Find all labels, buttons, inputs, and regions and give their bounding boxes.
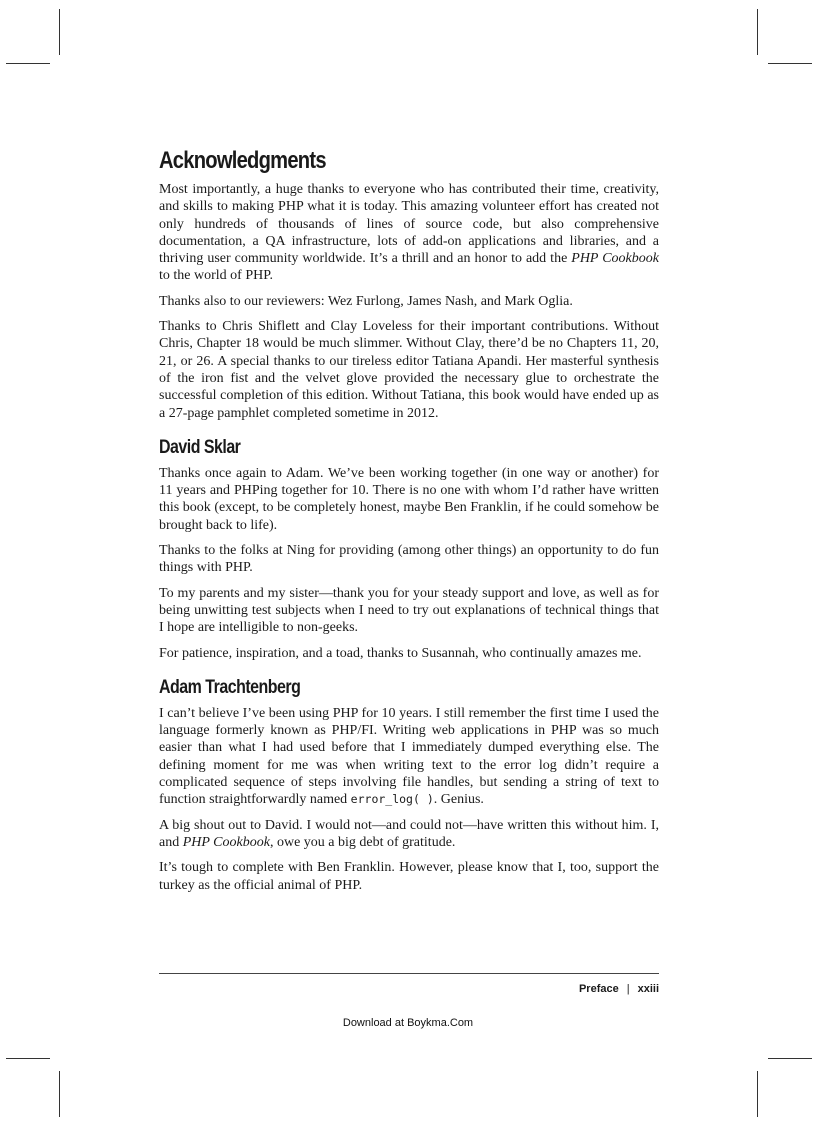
paragraph: To my parents and my sister—thank you for your steady support and love, as well as for being unwitting test subjects when I need to try out explanations of technical things that I hope are intelligible to non-geeks. [159,585,659,636]
crop-mark [59,9,60,55]
page-footer [579,983,659,995]
section-heading: David Sklar [159,436,241,458]
page-content [159,146,659,902]
crop-mark [59,1071,60,1117]
paragraph: Thanks once again to Adam. We’ve been working together (in one way or another) for 11 years and PHPing together for 10. There is no one with whom I’d rather have written this book (except, to be completely honest, maybe Ben Franklin, if he could somehow be brought back to life). [159,465,659,533]
paragraph: A big shout out to David. I would not—and could not—have written this without him. I, and PHP Cookbook, owe you a big debt of gratitude. [159,817,659,850]
book-title: PHP Cookbook [182,834,270,850]
crop-mark [6,63,50,64]
footer-rule [159,973,659,974]
paragraph: Thanks to Chris Shiflett and Clay Loveless for their important contributions. Without Chris, Chapter 18 would be much slimmer. Without Clay, there’d be no Chapters 11, 20, 21, or 26. A special thanks to our tireless editor Tatiana Apandi. Her masterful synthesis of the iron fist and the velvet glove provided the necessary glue to orchestrate the successful completion of this edition. Without Tatiana, this book would have ended up as a 27-page pamphlet completed sometime in 2012. [159,319,659,421]
paragraph: It’s tough to complete with Ben Franklin. However, please know that I, too, support the turkey as the official animal of PHP. [159,860,659,893]
paragraph: Most importantly, a huge thanks to everyone who has contributed their time, creativity, and skills to making PHP what it is today. This amazing volunteer effort has created not only hundreds of thousands of lines of source code, but also comprehensive documentation, a QA infrastructure, lots of add-on applications and libraries, and a thriving user community worldwide. It’s a thrill and an honor to add the PHP Cookbook to the world of PHP. [159,182,659,284]
paragraph: I can’t believe I’ve been using PHP for 10 years. I still remember the first time I used the language formerly known as PHP/FI. Writing web applications in PHP was so much easier than what I had used before that I immediately dumped everything else. The defining moment for me was when writing text to the error log didn’t require a complicated sequence of steps involving file handles, but sending a string of text to function straightforwardly named error_log( ). Genius. [159,705,659,808]
crop-mark [768,63,812,64]
page-title: Acknowledgments [159,147,326,174]
code-inline: error_log( ) [350,792,434,807]
crop-mark [757,1071,758,1117]
crop-mark [757,9,758,55]
footer-separator: | [626,983,630,995]
paragraph: Thanks also to our reviewers: Wez Furlong, James Nash, and Mark Oglia. [159,293,573,309]
crop-mark [6,1058,50,1059]
paragraph: For patience, inspiration, and a toad, thanks to Susannah, who continually amazes me. [159,645,642,661]
book-title: PHP Cookbook [571,251,659,267]
download-note: Download at Boykma.Com [342,1017,474,1029]
crop-mark [768,1058,812,1059]
section-heading: Adam Trachtenberg [159,676,301,698]
page-number: xxiii [637,983,659,995]
footer-section: Preface [578,983,619,995]
paragraph: Thanks to the folks at Ning for providing (among other things) an opportunity to do fun things with PHP. [159,543,659,576]
